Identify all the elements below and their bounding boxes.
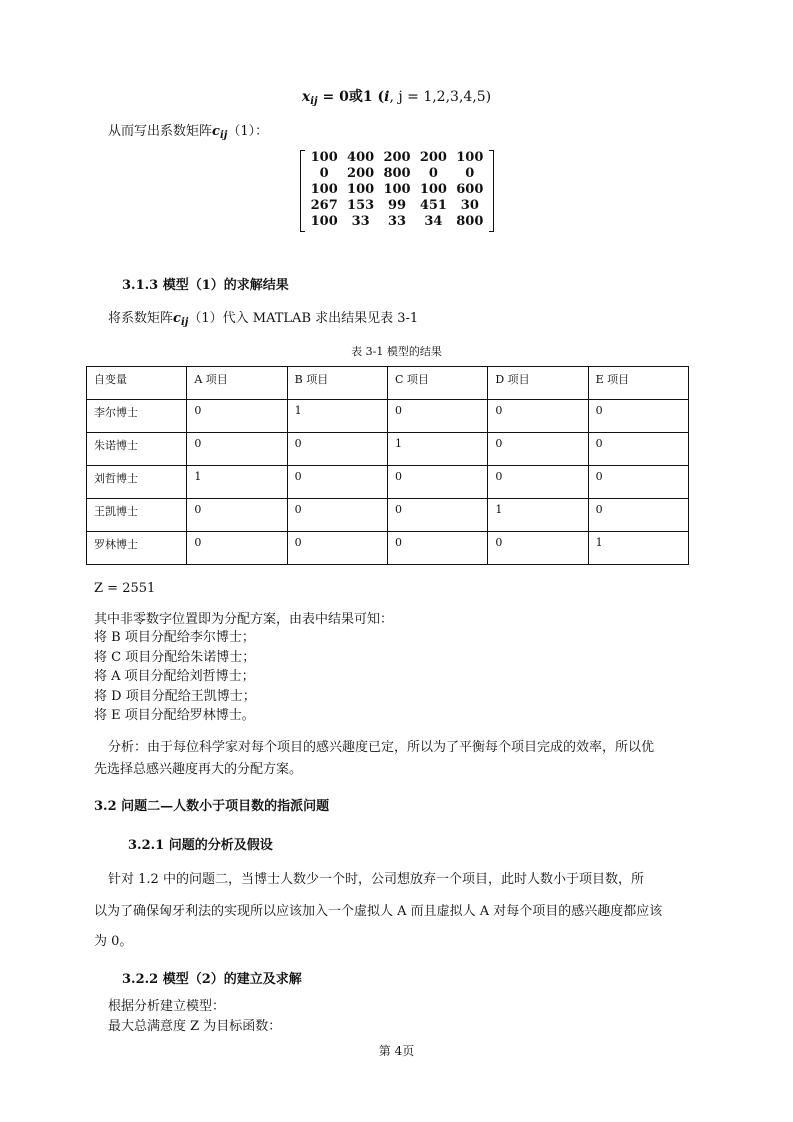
table-row xyxy=(87,400,689,433)
table-cell: 0 xyxy=(588,433,688,466)
matrix-cell: 33 xyxy=(351,214,370,229)
table-caption: 表 3-1 模型的结果 xyxy=(351,345,442,358)
paragraph-3-2-1-line-2: 以为了确保匈牙利法的实现所以应该加入一个虚拟人 A 而且虚拟人 A 对每个项目的感兴趣度都应该 xyxy=(94,904,663,919)
assignment-list xyxy=(94,628,256,726)
table-cell: 刘哲博士 xyxy=(87,466,187,499)
matlab-symbol: c xyxy=(173,311,181,326)
table-cell: 0 xyxy=(187,499,287,532)
table-cell: 王凯博士 xyxy=(87,499,187,532)
table-cell: 1 xyxy=(187,466,287,499)
table-cell: 0 xyxy=(588,400,688,433)
table-cell: 0 xyxy=(588,499,688,532)
table-cell: 0 xyxy=(387,400,487,433)
table-cell: 0 xyxy=(387,466,487,499)
table-header-cell: D 项目 xyxy=(488,367,588,400)
section-heading-3-2-2: 3.2.2 模型（2）的建立及求解 xyxy=(122,972,302,987)
matrix-row xyxy=(306,182,488,198)
paragraph-3-2-1-line-3: 为 0。 xyxy=(94,934,133,949)
list-item: 将 D 项目分配给王凯博士； xyxy=(94,688,256,704)
matrix-cell: 30 xyxy=(460,198,479,213)
table-header-cell: E 项目 xyxy=(588,367,688,400)
table-row xyxy=(87,532,689,565)
table-row xyxy=(87,499,689,532)
table-cell: 0 xyxy=(488,400,588,433)
table-header-cell: C 项目 xyxy=(387,367,487,400)
table-row xyxy=(87,466,689,499)
table-header-cell: A 项目 xyxy=(187,367,287,400)
matrix-symbol: c xyxy=(212,124,220,139)
matrix-intro xyxy=(108,122,268,146)
matrix-cell: 153 xyxy=(347,198,375,213)
matrix-cell: 100 xyxy=(310,214,338,229)
table-header-cell: B 项目 xyxy=(287,367,387,400)
matrix-row xyxy=(306,198,488,214)
table-cell: 朱诺博士 xyxy=(87,433,187,466)
matlab-line-suffix: （1）代入 MATLAB 求出结果见表 3-1 xyxy=(188,311,419,326)
matrix-cell: 100 xyxy=(310,182,338,197)
matrix-cell: 0 xyxy=(319,166,329,181)
list-item: 将 A 项目分配给刘哲博士； xyxy=(94,669,255,684)
equation-rest: , j = 1,2,3,4,5) xyxy=(389,89,492,105)
list-item: 将 E 项目分配给罗林博士。 xyxy=(94,708,255,723)
matrix-row xyxy=(306,166,488,182)
list-item: 将 C 项目分配给朱诺博士； xyxy=(94,649,256,665)
equation-subscript: ij xyxy=(310,96,318,107)
matrix-cell: 100 xyxy=(456,150,484,165)
table-cell: 李尔博士 xyxy=(87,400,187,433)
section-heading-3-1-3: 3.1.3 模型（1）的求解结果 xyxy=(122,278,289,293)
matrix-cell: 400 xyxy=(347,150,375,165)
matrix-cell: 267 xyxy=(310,198,338,213)
matlab-line xyxy=(108,309,418,333)
matrix-right-bracket xyxy=(489,150,494,232)
table-header-row xyxy=(87,367,689,400)
matrix-cell: 200 xyxy=(383,150,411,165)
matrix-cell: 100 xyxy=(383,182,411,197)
table-cell: 1 xyxy=(588,532,688,565)
page-number: 第 4页 xyxy=(378,1044,415,1058)
table-cell: 0 xyxy=(387,499,487,532)
matrix-intro-suffix: （1）： xyxy=(227,124,269,139)
matrix-left-bracket xyxy=(300,150,305,232)
table-cell: 0 xyxy=(287,433,387,466)
table-cell: 0 xyxy=(287,466,387,499)
coefficient-matrix xyxy=(300,150,494,230)
matrix-cell: 800 xyxy=(383,166,411,181)
table-row xyxy=(87,433,689,466)
equation-variable: x xyxy=(301,89,311,105)
section-heading-3-2: 3.2 问题二—人数小于项目数的指派问题 xyxy=(94,799,330,814)
table-header-cell: 自变量 xyxy=(87,367,187,400)
table-cell: 0 xyxy=(187,433,287,466)
matrix-cell: 0 xyxy=(428,166,438,181)
matrix-cell: 99 xyxy=(387,198,407,213)
table-cell: 0 xyxy=(488,466,588,499)
table-cell: 0 xyxy=(187,400,287,433)
matrix-symbol-subscript: ij xyxy=(219,130,228,141)
table-cell: 0 xyxy=(287,499,387,532)
paragraph-3-2-1-line-1: 针对 1.2 中的问题二，当博士人数少一个时，公司想放弃一个项目，此时人数小于项目数，所 xyxy=(108,872,644,887)
matrix-cell: 451 xyxy=(419,198,447,213)
matrix-row xyxy=(306,214,488,230)
table-cell: 1 xyxy=(287,400,387,433)
table-cell: 罗林博士 xyxy=(87,532,187,565)
results-table xyxy=(86,366,689,565)
table-cell: 1 xyxy=(387,433,487,466)
matrix-intro-text: 从而写出系数矩阵 xyxy=(108,124,213,139)
analysis-line-2: 先选择总感兴趣度再大的分配方案。 xyxy=(94,762,303,777)
table-cell: 1 xyxy=(488,499,588,532)
table-cell: 0 xyxy=(488,532,588,565)
matrix-cell: 0 xyxy=(465,166,475,181)
matrix-cell: 100 xyxy=(419,182,447,197)
equation-middle: = 0或1 ( xyxy=(317,89,385,105)
matlab-line-prefix: 将系数矩阵 xyxy=(108,311,174,326)
analysis-line-1: 分析：由于每位科学家对每个项目的感兴趣度已定，所以为了平衡每个项目完成的效率，所以优 xyxy=(108,740,655,755)
section-heading-3-2-1: 3.2.1 问题的分析及假设 xyxy=(128,838,273,853)
table-cell: 0 xyxy=(387,532,487,565)
table-cell: 0 xyxy=(187,532,287,565)
table-cell: 0 xyxy=(488,433,588,466)
matrix-cell: 34 xyxy=(424,214,443,229)
matrix-cell: 100 xyxy=(347,182,375,197)
matrix-cell: 33 xyxy=(387,214,407,229)
matrix-cell: 200 xyxy=(347,166,375,181)
matrix-cell: 100 xyxy=(310,150,338,165)
matlab-symbol-subscript: ij xyxy=(180,317,189,328)
matrix-row xyxy=(306,150,488,166)
table-cell: 0 xyxy=(588,466,688,499)
model-line-1: 根据分析建立模型： xyxy=(108,999,226,1014)
z-value: Z = 2551 xyxy=(94,581,156,596)
nonzero-explanation: 其中非零数字位置即为分配方案，由表中结果可知： xyxy=(94,612,394,627)
table-cell: 0 xyxy=(287,532,387,565)
matrix-cell: 200 xyxy=(419,150,447,165)
matrix-cell: 800 xyxy=(456,214,484,229)
matrix-cell: 600 xyxy=(456,182,484,197)
model-line-2: 最大总满意度 Z 为目标函数： xyxy=(108,1019,282,1034)
equation-index: i xyxy=(384,89,390,105)
constraint-equation xyxy=(0,86,793,107)
list-item: 将 B 项目分配给李尔博士； xyxy=(94,630,255,645)
